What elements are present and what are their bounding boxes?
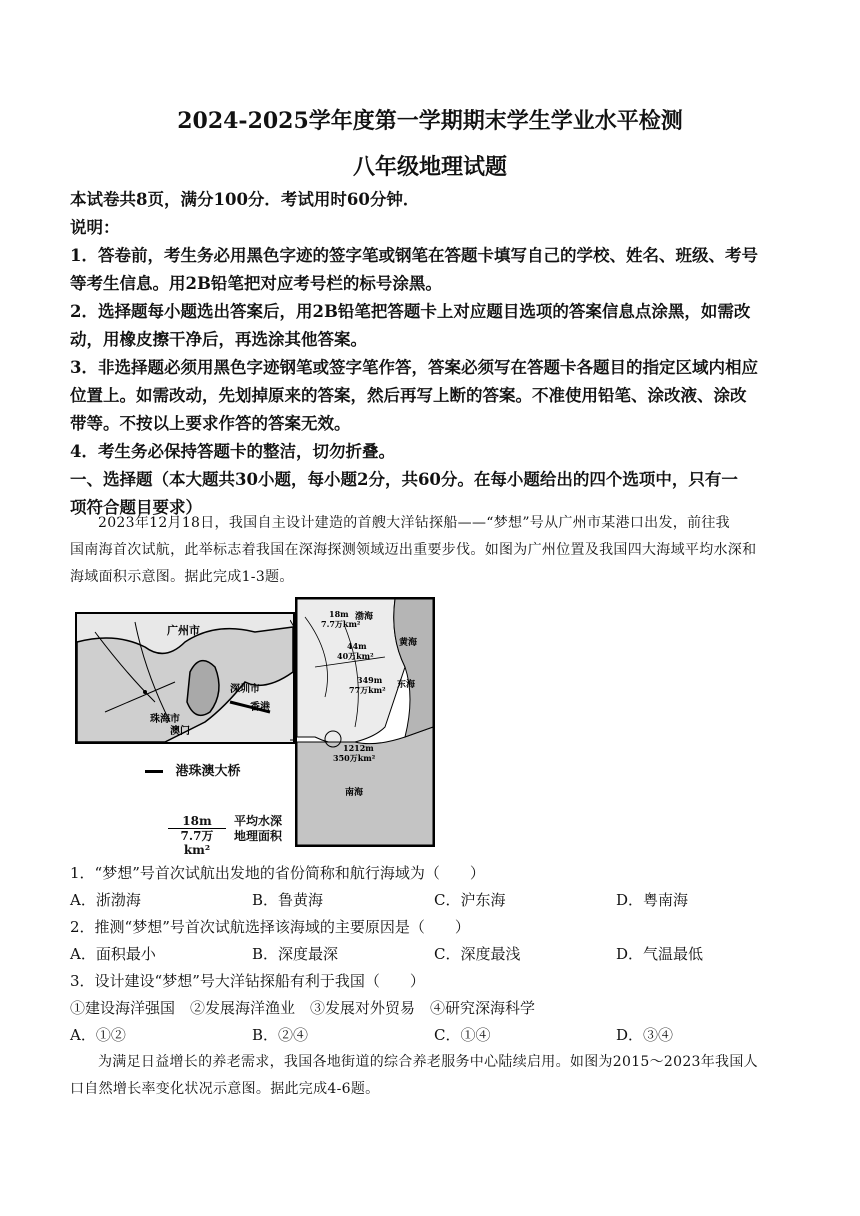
label-zhuhai: 珠海市 [150, 714, 180, 725]
question-3-option-d[interactable]: D．③④ [616, 1026, 674, 1044]
passage-2-line2: 口自然增长率变化状况示意图。据此完成4-6题。 [70, 1081, 380, 1097]
instruction-line: 2．选择题每小题选出答案后，用2B铅笔把答题卡上对应题目选项的答案信息点涂黑，如需改 [70, 302, 751, 321]
instructions-note-label: 说明： [70, 218, 120, 237]
question-2-option-c[interactable]: C．深度最浅 [434, 945, 521, 963]
question-3-option-a[interactable]: A．①② [70, 1026, 126, 1044]
question-3-stem: 3．设计建设“梦想”号大洋钻探船有利于我国（ ） [70, 972, 425, 990]
question-2-option-d[interactable]: D．气温最低 [616, 945, 704, 963]
passage-1-line2: 国南海首次试航，此举标志着我国在深海探测领域迈出重要步伐。如图为广州位置及我国四大海域平均水深和 [70, 542, 757, 558]
instruction-line: 等考生信息。用2B铅笔把对应考号栏的标号涂黑。 [70, 274, 442, 293]
legend-depth-area [168, 814, 282, 857]
question-3-option-b[interactable]: B．②④ [252, 1026, 309, 1044]
passage-1-line3: 海域面积示意图。据此完成1-3题。 [70, 569, 294, 585]
label-macau: 澳门 [170, 726, 190, 737]
legend-area-label: 地理面积 [234, 829, 283, 843]
question-1-option-a[interactable]: A．浙渤海 [70, 891, 141, 909]
sea-donghai-area: 77万km² [349, 685, 386, 695]
label-guangzhou: 广州市 [167, 624, 200, 637]
question-1-stem: 1．“梦想”号首次试航出发地的省份简称和航行海域为（ ） [70, 864, 485, 882]
china-seas-map [295, 597, 435, 847]
question-2-option-b[interactable]: B．深度最深 [252, 945, 339, 963]
passage-2-line1: 为满足日益增长的养老需求，我国各地街道的综合养老服务中心陆续启用。如图为2015～2023年我国人 [98, 1054, 758, 1070]
question-2-option-a[interactable]: A．面积最小 [70, 945, 156, 963]
question-1-option-b[interactable]: B．鲁黄海 [252, 891, 324, 909]
passage-2 [70, 1049, 798, 1103]
instruction-line: 3．非选择题必须用黑色字迹钢笔或签字笔作答，答案必须写在答题卡各题目的指定区域内相应 [70, 358, 758, 377]
sea-huanghai-area: 40万km² [337, 651, 374, 661]
exam-subtitle: 八年级地理试题 [352, 154, 507, 180]
instruction-line: 1．答卷前，考生务必用黑色字迹的签字笔或钢笔在答题卡填写自己的学校、姓名、班级、考号 [70, 246, 758, 265]
instructions-summary: 本试卷共8页，满分100分．考试用时60分钟． [70, 190, 420, 209]
sea-donghai-name: 东海 [397, 680, 416, 690]
instruction-line: 动，用橡皮擦干净后，再选涂其他答案。 [70, 330, 367, 349]
legend-bridge-label: 港珠澳大桥 [175, 764, 241, 779]
sea-bohai-name: 渤海 [355, 612, 374, 622]
exam-title: 2024-2025学年度第一学期期末学生学业水平检测 [177, 108, 683, 134]
label-hongkong: 香港 [250, 702, 270, 713]
legend-area-value: 7.7万km² [180, 829, 214, 857]
instruction-line: 4．考生务必保持答题卡的整洁，切勿折叠。 [70, 442, 395, 461]
sea-bohai-area: 7.7万km² [321, 619, 361, 629]
sea-huanghai-depth: 44m [347, 641, 367, 651]
bridge-line-symbol [145, 770, 163, 773]
sea-nanhai-area: 350万km² [333, 753, 376, 763]
question-1-option-c[interactable]: C．沪东海 [434, 891, 506, 909]
passage-1 [70, 510, 798, 591]
sea-donghai-depth: 349m [357, 675, 383, 685]
pearl-river-delta-map [75, 612, 295, 744]
sea-nanhai-depth: 1212m [343, 743, 374, 753]
legend-bridge [145, 760, 241, 779]
sea-bohai-depth: 18m [329, 609, 349, 619]
question-2-stem: 2．推测“梦想”号首次试航选择该海域的主要原因是（ ） [70, 918, 470, 936]
instructions-block [70, 186, 798, 522]
question-3-option-c[interactable]: C．①④ [434, 1026, 491, 1044]
legend-depth-label: 平均水深 [234, 814, 283, 828]
instruction-line: 带等。不按以上要求作答的答案无效。 [70, 414, 351, 433]
sea-nanhai-name: 南海 [345, 788, 364, 798]
section-heading-line1: 一、选择题（本大题共30小题，每小题2分，共60分。在每小题给出的四个选项中，只有一 [70, 470, 738, 489]
question-3-statements: ①建设海洋强国 ②发展海洋渔业 ③发展对外贸易 ④研究深海科学 [70, 999, 536, 1017]
legend-depth-value: 18m [168, 814, 226, 829]
passage-1-line1: 2023年12月18日，我国自主设计建造的首艘大洋钻探船——“梦想”号从广州市某港口出发，前往我 [98, 515, 730, 531]
section-heading-line2: 项符合题目要求） [70, 498, 202, 517]
instruction-line: 位置上。如需改动，先划掉原来的答案，然后再写上断的答案。不准使用铅笔、涂改液、涂改 [70, 386, 747, 405]
label-shenzhen: 深圳市 [230, 684, 260, 695]
sea-huanghai-name: 黄海 [399, 638, 418, 648]
question-1-option-d[interactable]: D．粤南海 [616, 891, 689, 909]
